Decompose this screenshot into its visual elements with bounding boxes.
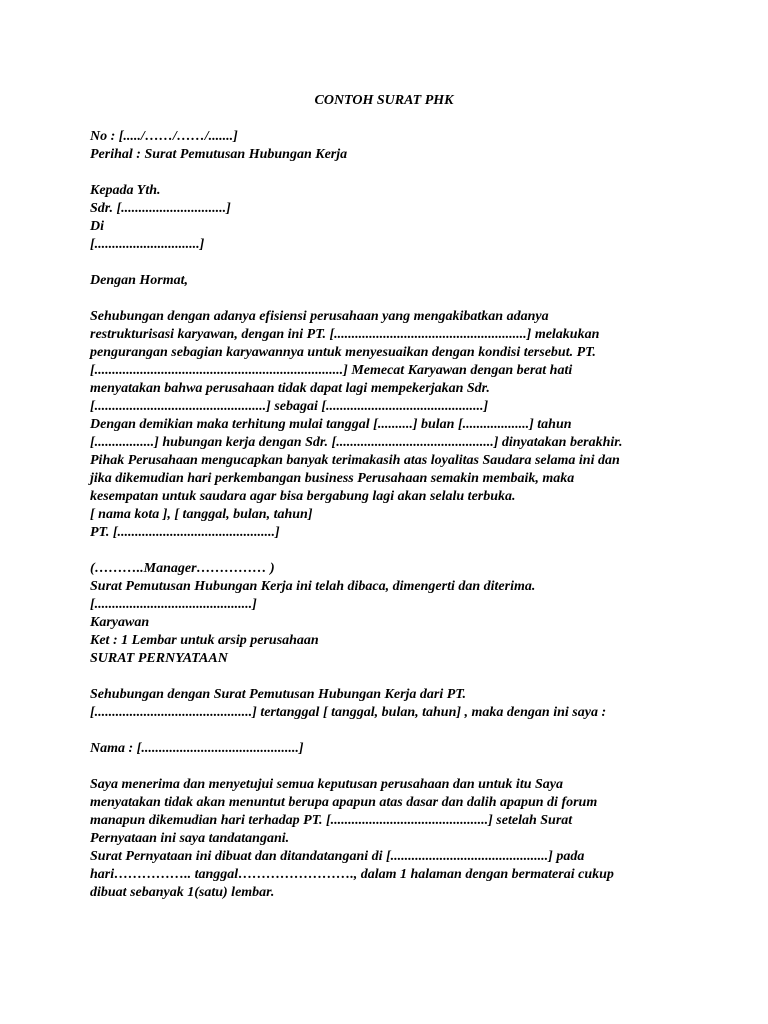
recipient-location-label: Di xyxy=(90,219,104,234)
recipient-greeting: Kepada Yth. xyxy=(90,183,161,198)
statement-line: Pernyataan ini saya tandatangani. xyxy=(90,831,290,846)
body-line: [.......................................................................] Memecat Karyawan dengan berat hati xyxy=(90,363,573,378)
statement-name: Nama : [.............................................] xyxy=(90,741,304,756)
body-line: [.................................................] sebagai [.............................................] xyxy=(90,399,489,414)
statement-line: dibuat sebanyak 1(satu) lembar. xyxy=(90,885,275,900)
letter-number: No : [...../……/……/.......] xyxy=(90,129,238,144)
recipient-name: Sdr. [..............................] xyxy=(90,201,231,216)
body-line: Sehubungan dengan adanya efisiensi perusahaan yang mengakibatkan adanya xyxy=(90,309,549,324)
manager-signature: (………..Manager…………… ) xyxy=(90,561,275,576)
salutation: Dengan Hormat, xyxy=(90,273,189,288)
body-line: Pihak Perusahaan mengucapkan banyak terimakasih atas loyalitas Saudara selama ini dan xyxy=(90,453,620,468)
letter-subject: Perihal : Surat Pemutusan Hubungan Kerja xyxy=(90,147,348,162)
statement-heading: SURAT PERNYATAAN xyxy=(90,651,228,666)
archive-note: Ket : 1 Lembar untuk arsip perusahaan xyxy=(90,633,319,648)
statement-line: Sehubungan dengan Surat Pemutusan Hubungan Kerja dari PT. xyxy=(90,687,467,702)
document-title: CONTOH SURAT PHK xyxy=(314,93,454,108)
body-line: jika dikemudian hari perkembangan business Perusahaan semakin membaik, maka xyxy=(90,471,575,486)
acknowledgement-line: Surat Pemutusan Hubungan Kerja ini telah dibaca, dimengerti dan diterima. xyxy=(90,579,536,594)
statement-line: manapun dikemudian hari terhadap PT. [.............................................] setelah Surat xyxy=(90,813,573,828)
statement-line: Saya menerima dan menyetujui semua keputusan perusahaan dan untuk itu Saya xyxy=(90,777,563,792)
place-date-line: [ nama kota ], [ tanggal, bulan, tahun] xyxy=(90,507,313,522)
body-line: kesempatan untuk saudara agar bisa bergabung lagi akan selalu terbuka. xyxy=(90,489,516,504)
company-line: PT. [.............................................] xyxy=(90,525,280,540)
recipient-location: [..............................] xyxy=(90,237,205,252)
employee-name-blank: [.............................................] xyxy=(90,597,257,612)
body-line: Dengan demikian maka terhitung mulai tanggal [..........] bulan [...................] tahun xyxy=(90,417,572,432)
body-line: menyatakan bahwa perusahaan tidak dapat lagi mempekerjakan Sdr. xyxy=(90,381,490,396)
statement-line: menyatakan tidak akan menuntut berupa apapun atas dasar dan dalih apapun di forum xyxy=(90,795,598,810)
statement-line: [.............................................] tertanggal [ tanggal, bulan, tahun] , maka dengan ini saya : xyxy=(90,705,607,720)
body-line: pengurangan sebagian karyawannya untuk menyesuaikan dengan kondisi tersebut. PT. xyxy=(90,345,596,360)
body-line: [.................] hubungan kerja dengan Sdr. [.............................................] dinyatakan berakhir. xyxy=(90,435,623,450)
statement-line: hari…………….. tanggal……………………., dalam 1 halaman dengan bermaterai cukup xyxy=(90,867,614,882)
statement-line: Surat Pernyataan ini dibuat dan ditandatangani di [.............................................] pada xyxy=(90,849,585,864)
body-line: restrukturisasi karyawan, dengan ini PT. [.......................................................] melakukan xyxy=(90,327,600,342)
employee-label: Karyawan xyxy=(90,615,150,630)
